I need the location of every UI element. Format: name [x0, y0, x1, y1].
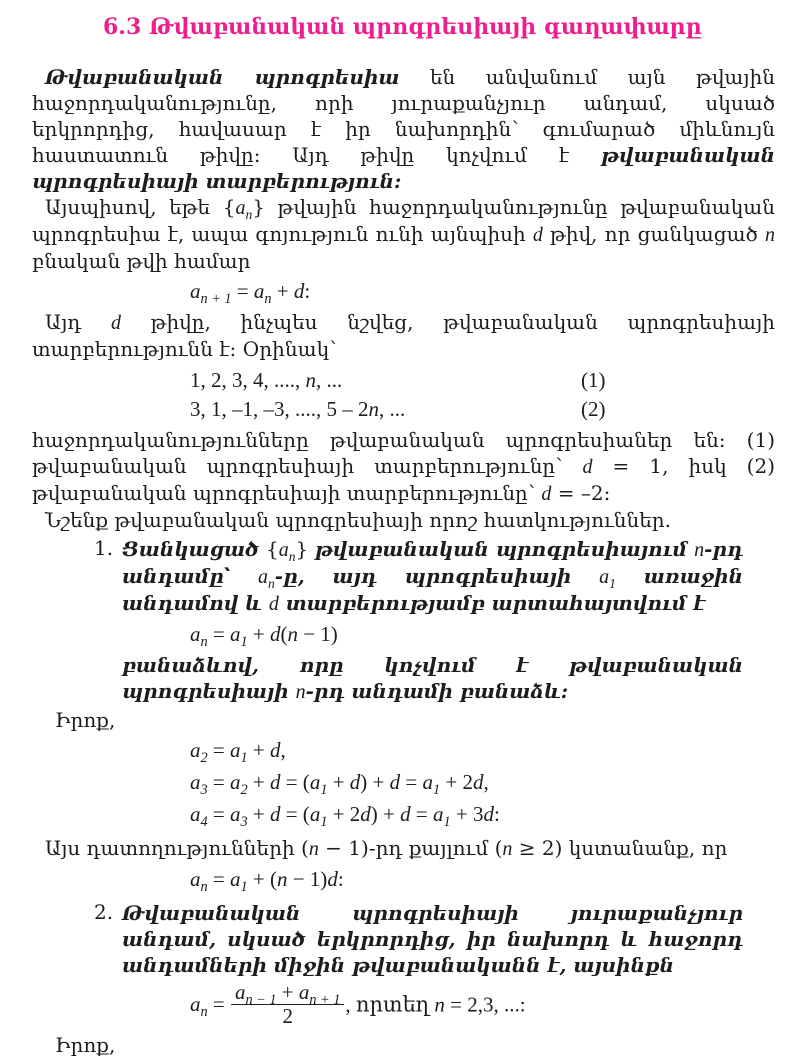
fraction — [231, 981, 344, 1028]
paragraph-induction-step: Այս դատողությունների (n − 1)-րդ քայլում (n ≥ 2) կստանանք, որ — [45, 836, 728, 860]
sequence-2-terms: 3, 1, –1, –3, ...., 5 – 2n, ... — [190, 397, 406, 421]
item-1-number: 1. — [94, 536, 114, 560]
item-1-text: Ցանկացած $\{a_n\}$ թվաբանական պրոգրեսիայում n-րդ անդամը՝ $a_n-ը$, այդ պրոգրեսիայի $a_1$ առաջին անդամով և d տարբերությամբ արտահայտվում է — [122, 537, 744, 615]
property-item-1 — [32, 536, 743, 705]
paragraph-thus: Այսպիսով, եթե $\{a_n\}$ թվային հաջորդականությունը թվաբանական պրոգրեսիա է, ապա գոյություն ունի այնպիսի d թիվ, որ ցանկացած n բնական թվի համար — [32, 195, 775, 273]
mean-formula-lead: $a_n$ = — [190, 992, 230, 1021]
paragraph-definition: Թվաբանական պրոգրեսիա են անվանում այն թվային հաջորդականությունը, որի յուրաքանչյուր անդամ, սկսած երկրորդից, հավասար է իր նախորդին՝ գումարած միևնույն հաստատուն թիվը: Այդ թիվը կոչվում է թվաբանական պրոգրեսիայի տարբերություն: — [32, 65, 775, 193]
sequence-1-terms: 1, 2, 3, 4, ...., n, ... — [190, 368, 343, 392]
fraction-numerator: $a_{n - 1} + a_{n + 1}$ — [234, 980, 341, 1009]
sequence-example-1 — [32, 367, 775, 394]
indeed-label-2: Իրոք, — [55, 1033, 116, 1057]
formula-recurrence: $a_{n + 1} = a_n + d$: — [190, 279, 311, 308]
formula-a3: $a_3 = a_2 + d = (a_1 + d) + d = a_1 + 2d$, — [190, 770, 489, 799]
property-item-2 — [32, 900, 743, 978]
paragraph-examples-explained: հաջորդականությունները թվաբանական պրոգրեսիաներ են: (1) թվաբանական պրոգրեսիայի տարբերությունը՝ d = 1, իսկ (2) թվաբանական պրոգրեսիայի տարբերությունը՝ d = –2: — [32, 428, 776, 505]
fraction-denominator: 2 — [231, 1004, 344, 1028]
item-1-continuation: բանաձևով, որը կոչվում է թվաբանական պրոգրեսիայի n-րդ անդամի բանաձև: — [122, 653, 743, 703]
section-title: 6.3 Թվաբանական պրոգրեսիայի գաղափարը — [103, 14, 702, 40]
paragraph-difference-example: Այդ d թիվը, ինչպես նշվեց, թվաբանական պրոգրեսիայի տարբերությունն է: Օրինակ՝ — [32, 310, 775, 361]
mean-formula-tail: , որտեղ n = 2,3, ...: — [345, 992, 526, 1017]
equation-label-1: (1) — [581, 368, 606, 392]
paragraph-properties-intro: Նշենք թվաբանական պրոգրեսիայի որոշ հատկություններ. — [45, 508, 672, 532]
formula-a2: $a_2 = a_1 + d$, — [190, 738, 286, 767]
equation-label-2: (2) — [581, 397, 606, 421]
formula-nth-term: $a_n = a_1 + d(n - 1)$ — [190, 622, 338, 651]
indeed-label-1: Իրոք, — [55, 708, 116, 732]
item-2-text: Թվաբանական պրոգրեսիայի յուրաքանչյուր անդամ, սկսած երկրորդից, իր նախորդ և հաջորդ անդամների միջին թվաբանականն է, այսինքն — [122, 901, 743, 977]
formula-general-term: $a_n = a_1 + (n - 1)d$: — [190, 867, 344, 896]
item-2-number: 2. — [94, 900, 114, 924]
formula-a4: $a_4 = a_3 + d = (a_1 + 2d) + d = a_1 + 3d$: — [190, 802, 500, 831]
sequence-example-2 — [32, 396, 775, 423]
